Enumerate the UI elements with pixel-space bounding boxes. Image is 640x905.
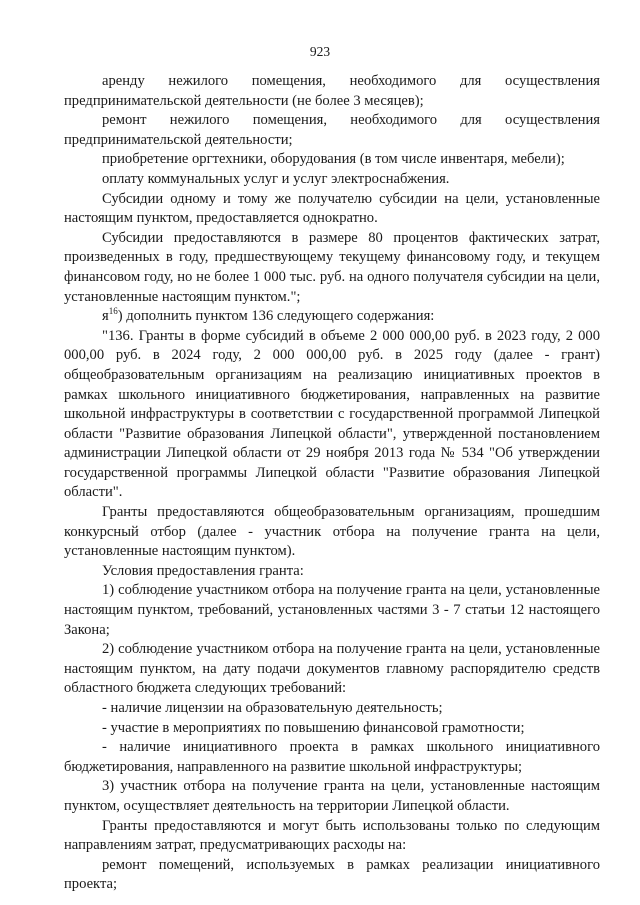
paragraph: ремонт помещений, используемых в рамках реализации инициативного проекта;: [64, 856, 600, 893]
paragraph: Гранты предоставляются и могут быть использованы только по следующим направлениям затрат, предусматривающих расходы на:: [64, 817, 600, 854]
paragraph: Гранты предоставляются общеобразовательным организациям, прошедшим конкурсный отбор (далее - участник отбора на получение гранта на цели, установленные настоящим пунктом).: [64, 504, 600, 560]
paragraph: 3) участник отбора на получение гранта на цели, установленные настоящим пунктом, осуществляет деятельность на территории Липецкой области.: [64, 778, 600, 814]
paragraph: Субсидии одному и тому же получателю субсидии на цели, установленные настоящим пунктом, предоставляется однократно.: [64, 190, 600, 227]
list-item: - наличие инициативного проекта в рамках школьного инициативного бюджетирования, направленного на развитие школьной инфраструктуры;: [64, 739, 600, 775]
item-superscript: 16: [108, 306, 118, 317]
item-letter: я: [102, 308, 109, 325]
paragraph: ремонт нежилого помещения, необходимого для осуществления предпринимательской деятельности;: [64, 112, 600, 148]
paragraph: Условия предоставления гранта:: [102, 562, 304, 579]
document-body: [64, 72, 600, 895]
paragraph: оплату коммунальных услуг и услуг электроснабжения.: [102, 170, 450, 187]
paragraph: приобретение оргтехники, оборудования (в том числе инвентаря, мебели);: [102, 151, 565, 168]
paragraph: "136. Гранты в форме субсидий в объеме 2 000 000,00 руб. в 2023 году, 2 000 000,00 руб. в 2024 году, 2 000 000,00 руб. в 2025 году (далее - грант) общеобразовательным организациям на реализацию инициативных проектов в рамках школьного инициативного бюджетирования, направленных на развитие школьной инфраструктуры в соответствии с государственной программой Липецкой области "Развитие образования Липецкой области", утвержденной постановлением администрации Липецкой области от 29 ноября 2013 года № 534 "Об утверждении государственной программы Липецкой области "Развитие образования Липецкой области".: [64, 327, 600, 501]
amendment-item: [64, 307, 600, 327]
page-number: 923: [309, 44, 331, 59]
item-text: ) дополнить пунктом 136 следующего содержания:: [117, 308, 435, 325]
paragraph: Субсидии предоставляются в размере 80 процентов фактических затрат, произведенных в году, предшествующему текущему финансовому году, и текущем финансовом году, но не более 1 000 тыс. руб. на одного получателя субсидии на цели, установленные настоящим пунктом.";: [64, 229, 600, 305]
list-item: - участие в мероприятиях по повышению финансовой грамотности;: [102, 719, 525, 736]
paragraph: аренду нежилого помещения, необходимого для осуществления предпринимательской деятельности (не более 3 месяцев);: [64, 73, 600, 109]
paragraph: 1) соблюдение участником отбора на получение гранта на цели, установленные настоящим пунктом, требований, установленных частями 3 - 7 статьи 12 настоящего Закона;: [64, 582, 600, 638]
list-item: - наличие лицензии на образовательную деятельность;: [102, 700, 443, 716]
paragraph: 2) соблюдение участником отбора на получение гранта на цели, установленные настоящим пунктом, на дату подачи документов главному распорядителю средств областного бюджета следующих требований:: [64, 641, 600, 697]
